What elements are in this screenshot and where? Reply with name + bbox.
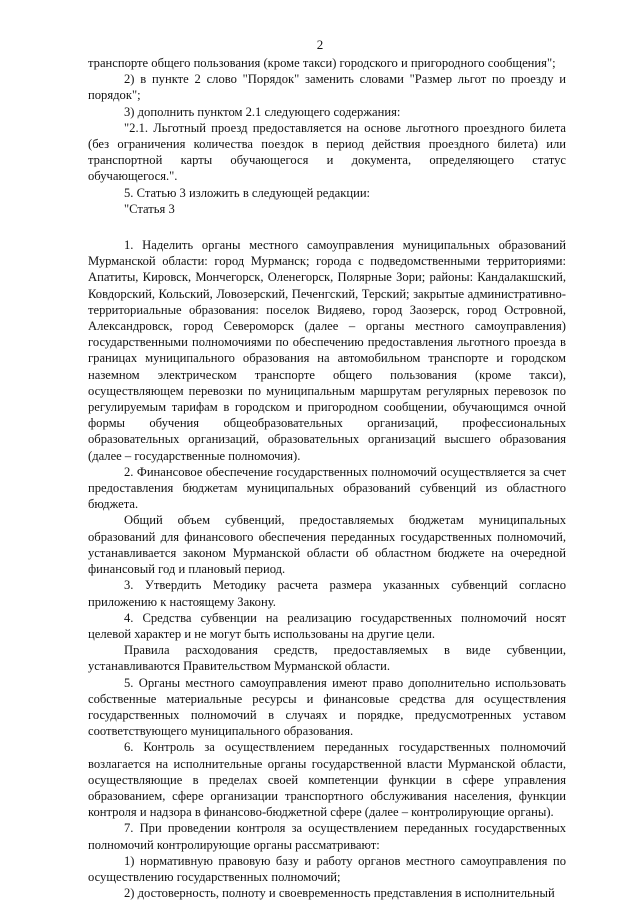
paragraph: 3. Утвердить Методику расчета размера указанных субвенций согласно приложению к настоящему Закону. [88,578,566,609]
paragraph: 1. Наделить органы местного самоуправления муниципальных образований Мурманской области: город Мурманск; города с подведомственными территориями: Апатиты, Кировск, Мончегорск, Оленегорск, Полярные Зори; районы: Кандалакшский, Ковдорский, Кольский, Ловозерский, Печенгский, Терский; закрытые административно-территориальные образования: поселок Видяево, город Заозерск, город Островной, Александровск, город Североморск (далее – органы местного самоуправления) государственными полномочиями по обеспечению предоставления льготного проезда в границах муниципального образования на автомобильном транспорте и городском наземном электрическом транспорте общего пользования (кроме такси), осуществляющем перевозки по муниципальным маршрутам регулярных перевозок по регулируемым тарифам в городском и пригородном сообщении, обучающимся очной формы обучения общеобразовательных организаций, профессиональных образовательных организаций, образовательных организаций высшего образования (далее – государственные полномочия). [88,238,566,463]
paragraph: 7. При проведении контроля за осуществлением переданных государственных полномочий контролирующие органы рассматривают: [88,821,566,852]
paragraph: Правила расходования средств, предоставляемых в виде субвенции, устанавливаются Правительством Мурманской области. [88,643,566,674]
paragraph: 2. Финансовое обеспечение государственных полномочий осуществляется за счет предоставления бюджетам муниципальных образований субвенций из областного бюджета. [88,464,566,512]
paragraph: 4. Средства субвенции на реализацию государственных полномочий носят целевой характер и не могут быть использованы на другие цели. [88,610,566,641]
article-heading: "Статья 3 [124,201,175,216]
paragraph: 5. Статью 3 изложить в следующей редакции: [124,185,371,200]
spacer [88,217,566,237]
paragraph: 5. Органы местного самоуправления имеют право дополнительно использовать собственные материальные ресурсы и финансовые средства для осуществления государственных полномочий в случаях и порядке, предусмотренных уставом соответствующего муниципального образования. [88,675,566,739]
paragraph: 3) дополнить пунктом 2.1 следующего содержания: [124,104,401,119]
paragraph: "2.1. Льготный проезд предоставляется на основе льготного проездного билета (без ограничения количества поездок в период действия проездного билета) или транспортной карты обучающегося и документа, определяющего статус обучающегося.". [88,120,566,184]
page-number: 2 [316,37,324,52]
paragraph: Общий объем субвенций, предоставляемых бюджетам муниципальных образований для финансового обеспечения переданных государственных полномочий, устанавливается законом Мурманской области об областном бюджете на очередной финансовый год и плановый период. [88,513,566,577]
document-body [88,55,566,901]
paragraph: 1) нормативную правовую базу и работу органов местного самоуправления по осуществлению государственных полномочий; [88,853,566,884]
paragraph: 2) достоверность, полноту и своевременность представления в исполнительный [124,886,555,901]
paragraph: транспорте общего пользования (кроме такси) городского и пригородного сообщения"; [88,56,556,70]
paragraph: 2) в пункте 2 слово "Порядок" заменить словами "Размер льгот по проезду и порядок"; [88,72,566,103]
paragraph: 6. Контроль за осуществлением переданных государственных полномочий возлагается на исполнительные органы государственной власти Мурманской области, осуществляющие в пределах своей компетенции функции в сфере управления образованием, сфере организации транспортного обслуживания населения, функции контроля и надзора в финансово-бюджетной сфере (далее – контролирующие органы). [88,740,566,820]
